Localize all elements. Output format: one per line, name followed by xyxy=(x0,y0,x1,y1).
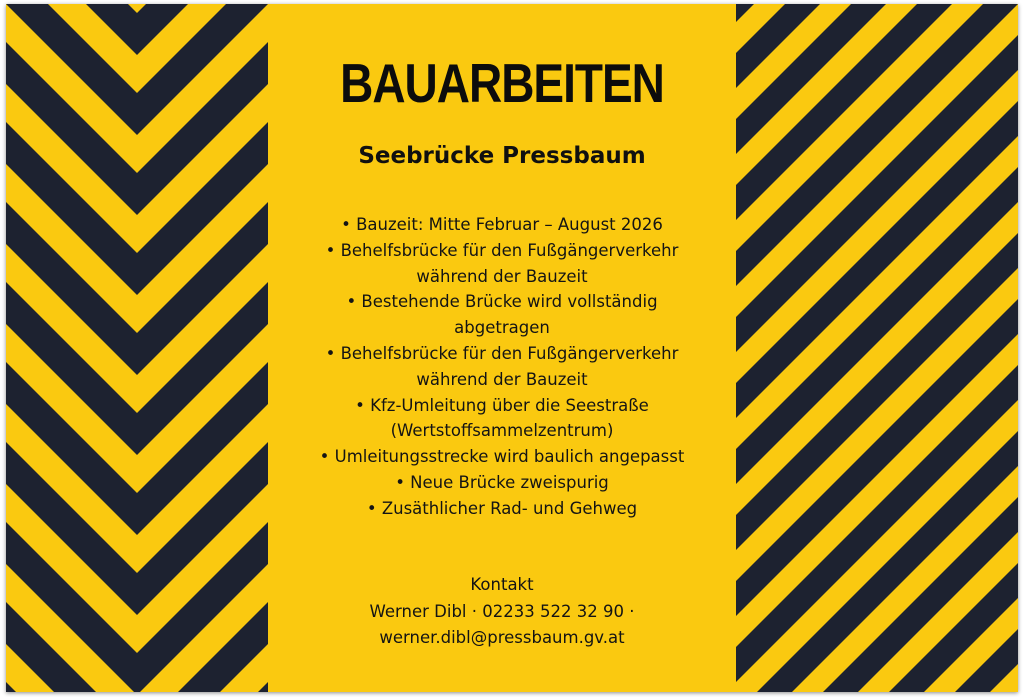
list-item: • Kfz-Umleitung über die Seestraße (Wertstoffsammelzentrum) xyxy=(355,395,649,441)
list-item: • Umleitungsstrecke wird baulich angepasst xyxy=(319,447,685,467)
chevron-stripes-left-graphic xyxy=(6,4,268,692)
list-item: • Bestehende Brücke wird vollständig abgetragen xyxy=(346,292,658,338)
list-item: • Bauzeit: Mitte Februar – August 2026 xyxy=(341,215,663,234)
page-subtitle: Seebrücke Pressbaum xyxy=(358,143,646,169)
poster xyxy=(6,4,1018,692)
contact-heading: Kontakt xyxy=(470,575,534,594)
contact-email: werner.dibl@pressbaum.gv.at xyxy=(379,628,625,647)
contact-name-phone: Werner Dibl · 02233 522 32 90 · xyxy=(369,601,635,621)
contact-block xyxy=(268,572,736,652)
hazard-stripes-left xyxy=(6,4,268,692)
list-item: • Behelfsbrücke für den Fußgängerverkehr während der Bauzeit xyxy=(325,343,679,389)
diagonal-stripes-right-graphic xyxy=(736,4,1018,692)
hazard-stripes-right xyxy=(736,4,1018,692)
list-item: • Neue Brücke zweispurig xyxy=(395,472,609,492)
info-list xyxy=(268,212,736,522)
list-item: • Behelfsbrücke für den Fußgängerverkehr während der Bauzeit xyxy=(325,240,679,286)
notice-panel xyxy=(268,4,736,692)
page-title: BAUARBEITEN xyxy=(340,52,664,114)
list-item: • Zusäthlicher Rad- und Gehweg xyxy=(366,498,638,518)
